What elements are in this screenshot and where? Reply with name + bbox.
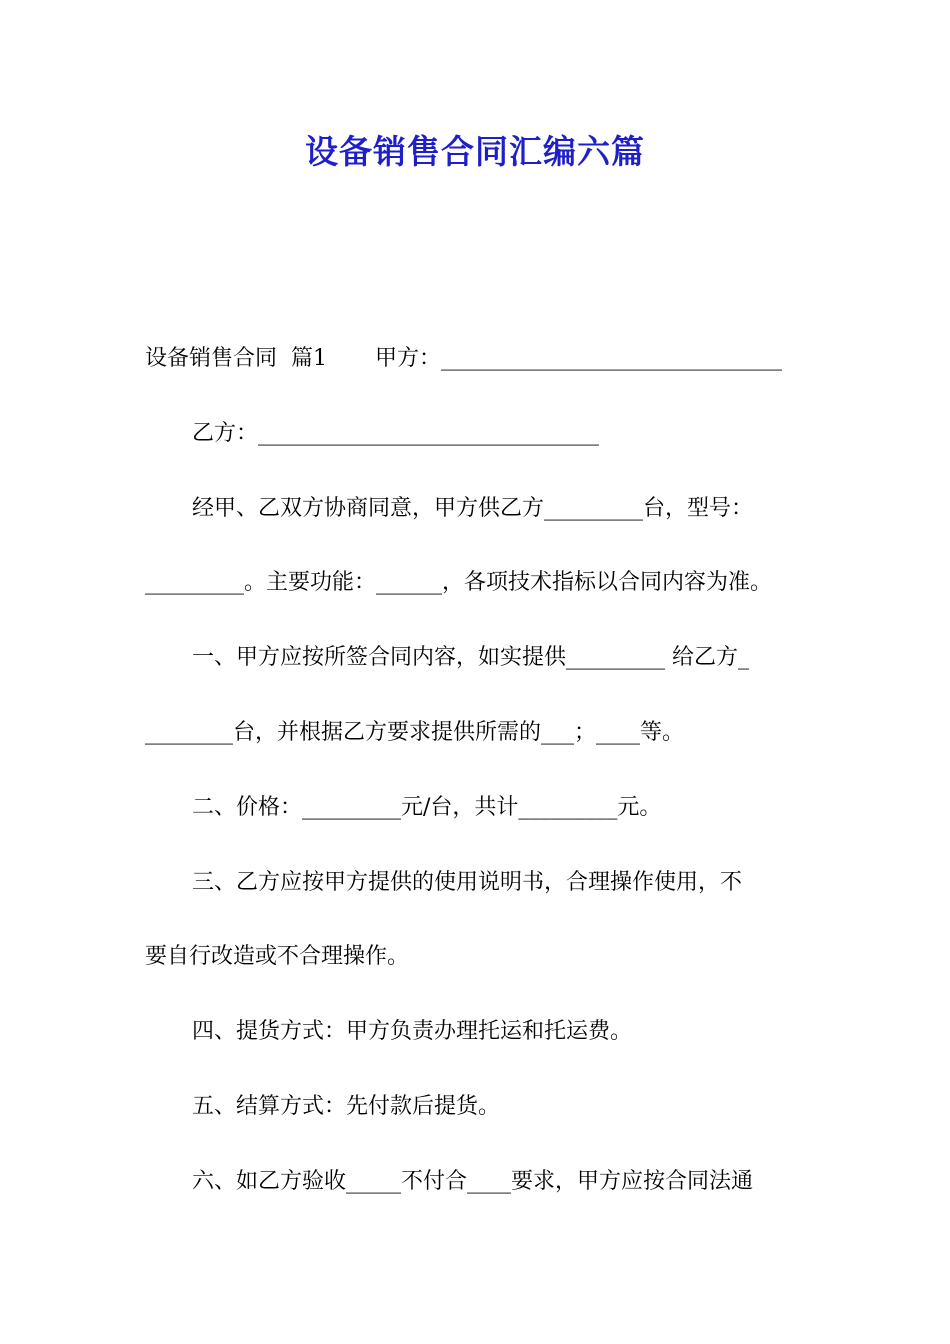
paragraph-line: 三、乙方应按甲方提供的使用说明书，合理操作使用，不 — [192, 869, 743, 895]
party-a-line: 甲方：_______________________________ — [374, 346, 782, 371]
contract-heading: 设备销售合同 篇1 — [145, 346, 327, 371]
paragraph-line: 六、如乙方验收_____不付合____要求，甲方应按合同法通 — [192, 1168, 754, 1194]
paragraph-line: _________。主要功能：______，各项技术指标以合同内容为准。 — [145, 570, 773, 596]
paragraph-line: 经甲、乙双方协商同意，甲方供乙方_________台，型号： — [192, 495, 754, 521]
paragraph-line: ________台，并根据乙方要求提供所需的___；____等。 — [145, 719, 685, 745]
paragraph-line: 五、结算方式：先付款后提货。 — [192, 1093, 501, 1119]
document-title: 设备销售合同汇编六篇 — [305, 132, 645, 171]
document-body — [145, 333, 817, 1231]
paragraph-line: 乙方：_______________________________ — [192, 420, 600, 446]
paragraph-line: 一、甲方应按所签合同内容，如实提供_________ 给乙方_ — [192, 645, 749, 671]
paragraph-line — [145, 333, 817, 408]
paragraph-line: 四、提货方式：甲方负责办理托运和托运费。 — [192, 1019, 633, 1045]
paragraph-line: 要自行改造或不合理操作。 — [145, 944, 410, 970]
paragraph-line: 二、价格：_________元/台，共计_________元。 — [192, 794, 662, 820]
